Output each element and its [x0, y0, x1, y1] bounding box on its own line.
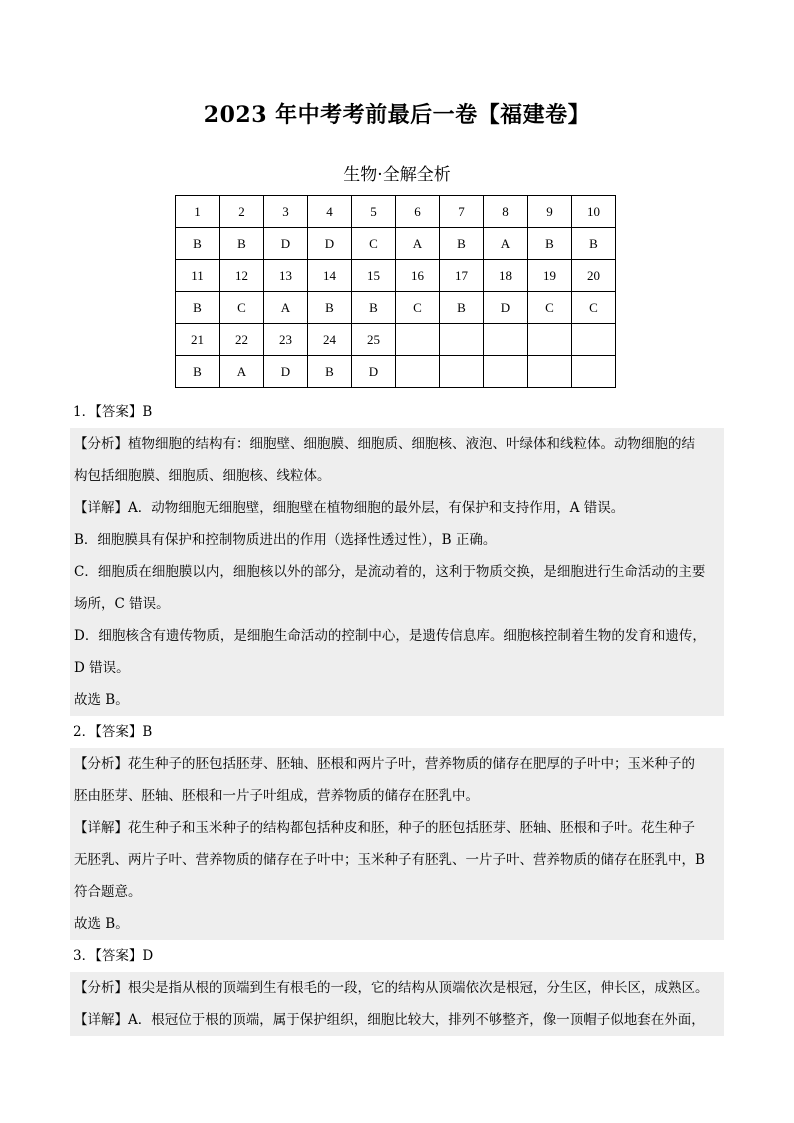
table-cell: 6: [396, 196, 440, 228]
answer-row: [176, 228, 616, 260]
table-cell: C: [572, 292, 616, 324]
table-cell: 4: [308, 196, 352, 228]
table-cell: B: [176, 228, 220, 260]
table-cell: D: [308, 228, 352, 260]
table-cell: C: [396, 292, 440, 324]
table-cell: 20: [572, 260, 616, 292]
table-cell: C: [352, 228, 396, 260]
table-cell: 8: [484, 196, 528, 228]
table-cell: C: [528, 292, 572, 324]
table-cell: B: [528, 228, 572, 260]
answer-heading: 3．【答案】D: [73, 948, 154, 964]
explanation-block: [70, 748, 724, 940]
explanation-line: 构包括细胞膜、细胞质、细胞核、线粒体。: [74, 468, 331, 484]
answer-row: [176, 292, 616, 324]
table-cell: [528, 356, 572, 388]
table-cell: B: [308, 356, 352, 388]
table-cell: B: [352, 292, 396, 324]
table-cell: 7: [440, 196, 484, 228]
table-cell: B: [440, 292, 484, 324]
explanation-line: 【分析】根尖是指从根的顶端到生有根毛的一段，它的结构从顶端依次是根冠，分生区，伸长区，成熟区。: [74, 980, 709, 996]
table-cell: [484, 356, 528, 388]
table-cell: 18: [484, 260, 528, 292]
table-cell: A: [220, 356, 264, 388]
table-cell: [528, 324, 572, 356]
explanation-line: 符合题意。: [74, 884, 142, 900]
table-cell: [572, 324, 616, 356]
table-cell: 19: [528, 260, 572, 292]
table-cell: [396, 324, 440, 356]
table-cell: 9: [528, 196, 572, 228]
table-cell: 21: [176, 324, 220, 356]
table-cell: 5: [352, 196, 396, 228]
table-cell: D: [352, 356, 396, 388]
answer-heading: 2．【答案】B: [73, 724, 153, 740]
answer-table: [175, 195, 616, 388]
table-cell: [572, 356, 616, 388]
question-number-row: [176, 260, 616, 292]
table-cell: 14: [308, 260, 352, 292]
page-subtitle: 生物·全解全析: [343, 165, 451, 185]
table-cell: [396, 356, 440, 388]
question-section: [70, 716, 724, 940]
explanation-line: 胚由胚芽、胚轴、胚根和一片子叶组成，营养物质的储存在胚乳中。: [74, 788, 479, 804]
table-cell: 1: [176, 196, 220, 228]
explanation-line: D．细胞核含有遗传物质，是细胞生命活动的控制中心，是遗传信息库。细胞核控制着生物的发育和遗传，: [74, 628, 706, 644]
table-cell: 12: [220, 260, 264, 292]
explanation-line: 【详解】A．根冠位于根的顶端，属于保护组织，细胞比较大，排列不够整齐，像一顶帽子似地套在外面，: [74, 1012, 705, 1028]
table-cell: 11: [176, 260, 220, 292]
answer-heading: 1．【答案】B: [73, 404, 153, 420]
table-cell: 3: [264, 196, 308, 228]
table-cell: B: [572, 228, 616, 260]
table-cell: 16: [396, 260, 440, 292]
question-number-row: [176, 324, 616, 356]
table-cell: [484, 324, 528, 356]
table-cell: A: [264, 292, 308, 324]
table-cell: 13: [264, 260, 308, 292]
table-cell: 10: [572, 196, 616, 228]
analysis-content: [70, 396, 724, 1036]
table-cell: A: [396, 228, 440, 260]
table-cell: A: [484, 228, 528, 260]
table-cell: 25: [352, 324, 396, 356]
table-cell: 15: [352, 260, 396, 292]
table-cell: 23: [264, 324, 308, 356]
table-cell: D: [264, 356, 308, 388]
explanation-line: 【详解】花生种子和玉米种子的结构都包括种皮和胚，种子的胚包括胚芽、胚轴、胚根和子叶。花生种子: [74, 820, 695, 836]
table-cell: C: [220, 292, 264, 324]
explanation-block: [70, 428, 724, 716]
table-cell: B: [308, 292, 352, 324]
question-number-row: [176, 196, 616, 228]
table-cell: D: [484, 292, 528, 324]
table-cell: B: [176, 292, 220, 324]
table-cell: 2: [220, 196, 264, 228]
explanation-line: B．细胞膜具有保护和控制物质进出的作用（选择性透过性），B 正确。: [74, 532, 497, 548]
table-cell: D: [264, 228, 308, 260]
explanation-line: D 错误。: [74, 660, 130, 676]
explanation-line: 场所，C 错误。: [74, 596, 170, 612]
question-section: [70, 396, 724, 716]
explanation-line: 【分析】植物细胞的结构有：细胞壁、细胞膜、细胞质、细胞核、液泡、叶绿体和线粒体。动物细胞的结: [74, 436, 695, 452]
table-cell: [440, 356, 484, 388]
page-title: 2023 年中考考前最后一卷【福建卷】: [203, 102, 591, 128]
explanation-block: [70, 972, 724, 1036]
explanation-line: C．细胞质在细胞膜以内，细胞核以外的部分，是流动着的，这利于物质交换，是细胞进行生命活动的主要: [74, 564, 706, 580]
explanation-line: 【分析】花生种子的胚包括胚芽、胚轴、胚根和两片子叶，营养物质的储存在肥厚的子叶中；玉米种子的: [74, 756, 695, 772]
answer-row: [176, 356, 616, 388]
question-section: [70, 940, 724, 1036]
table-cell: B: [176, 356, 220, 388]
explanation-line: 无胚乳、两片子叶、营养物质的储存在子叶中；玉米种子有胚乳、一片子叶、营养物质的储存在胚乳中，B: [74, 852, 705, 868]
table-cell: [440, 324, 484, 356]
table-cell: 24: [308, 324, 352, 356]
table-cell: B: [440, 228, 484, 260]
explanation-line: 故选 B。: [74, 692, 129, 708]
table-cell: 17: [440, 260, 484, 292]
explanation-line: 【详解】A．动物细胞无细胞壁，细胞壁在植物细胞的最外层，有保护和支持作用，A 错误。: [74, 500, 625, 516]
table-cell: B: [220, 228, 264, 260]
table-cell: 22: [220, 324, 264, 356]
explanation-line: 故选 B。: [74, 916, 129, 932]
